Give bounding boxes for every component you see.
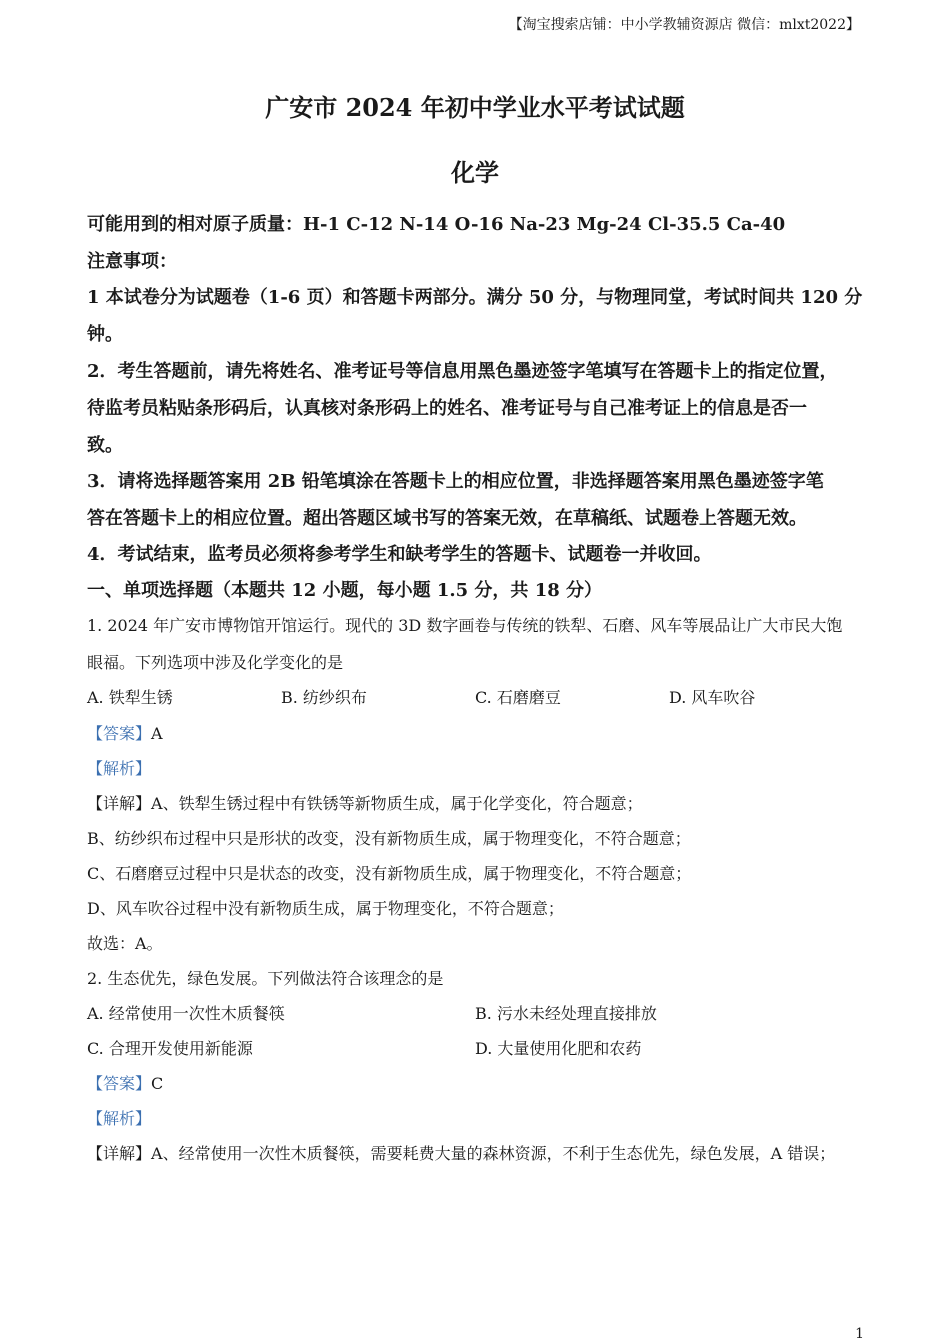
q2-stem: 2. 生态优先，绿色发展。下列做法符合该理念的是 bbox=[87, 969, 444, 988]
answer-tag: 【答案】 bbox=[87, 1074, 152, 1093]
page-header: 【淘宝搜索店铺：中小学教辅资源店 微信：mlxt2022】 bbox=[508, 17, 860, 33]
section-heading: 一、单项选择题（本题共 12 小题，每小题 1.5 分，共 18 分） bbox=[87, 580, 603, 601]
document-title: 广安市 2024 年初中学业水平考试试题 bbox=[265, 93, 685, 122]
q2-option-a: A. 经常使用一次性木质餐筷 bbox=[87, 1004, 285, 1023]
detail-tag: 【详解】 bbox=[87, 794, 152, 813]
notice-heading: 注意事项： bbox=[87, 251, 177, 272]
q2-detail-line bbox=[87, 1141, 835, 1164]
detail-tag: 【详解】 bbox=[87, 1144, 152, 1163]
answer-value: C bbox=[151, 1074, 164, 1093]
q2-option-c: C. 合理开发使用新能源 bbox=[87, 1039, 253, 1058]
q1-option-c: C. 石磨磨豆 bbox=[475, 688, 561, 707]
q1-stem-line: 眼福。下列选项中涉及化学变化的是 bbox=[87, 653, 344, 672]
q1-stem-line: 1. 2024 年广安市博物馆开馆运行。现代的 3D 数字画卷与传统的铁犁、石磨、风车等展品让广大市民大饱 bbox=[87, 616, 843, 635]
answer-tag: 【答案】 bbox=[87, 724, 152, 743]
notice-line: 4．考试结束，监考员必须将参考学生和缺考学生的答题卡、试题卷一并收回。 bbox=[87, 544, 712, 565]
notice-line: 致。 bbox=[87, 435, 123, 456]
notice-line: 待监考员粘贴条形码后，认真核对条形码上的姓名、准考证号与自己准考证上的信息是否一 bbox=[87, 398, 807, 419]
q1-answer bbox=[87, 721, 163, 744]
q1-detail-line: B、纺纱织布过程中只是形状的改变，没有新物质生成，属于物理变化，不符合题意； bbox=[87, 829, 691, 848]
q1-detail-line: C、石磨磨豆过程中只是状态的改变，没有新物质生成，属于物理变化，不符合题意； bbox=[87, 864, 692, 883]
q2-answer bbox=[87, 1071, 163, 1094]
detail-text: A、铁犁生锈过程中有铁锈等新物质生成，属于化学变化，符合题意； bbox=[151, 794, 643, 813]
q1-analysis-tag: 【解析】 bbox=[87, 759, 152, 778]
atomic-masses: 可能用到的相对原子质量：H-1 C-12 N-14 O-16 Na-23 Mg-24 Cl-35.5 Ca-40 bbox=[87, 214, 786, 235]
notice-line: 2．考生答题前，请先将姓名、准考证号等信息用黑色墨迹签字笔填写在答题卡上的指定位置， bbox=[87, 361, 838, 382]
notice-line: 钟。 bbox=[87, 324, 123, 345]
q1-option-d: D. 风车吹谷 bbox=[669, 688, 756, 707]
notice-line: 1 本试卷分为试题卷（1-6 页）和答题卡两部分。满分 50 分，与物理同堂，考试时间共 120 分 bbox=[87, 287, 863, 308]
notice-line: 3．请将选择题答案用 2B 铅笔填涂在答题卡上的相应位置，非选择题答案用黑色墨迹签字笔 bbox=[87, 471, 824, 492]
notice-line: 答在答题卡上的相应位置。超出答题区域书写的答案无效，在草稿纸、试题卷上答题无效。 bbox=[87, 508, 807, 529]
q1-option-b: B. 纺纱织布 bbox=[281, 688, 367, 707]
q2-analysis-tag: 【解析】 bbox=[87, 1109, 152, 1128]
q1-detail-line: D、风车吹谷过程中没有新物质生成，属于物理变化，不符合题意； bbox=[87, 899, 564, 918]
q1-conclusion: 故选：A。 bbox=[87, 934, 163, 953]
page-number: 1 bbox=[855, 1326, 864, 1342]
q1-option-a: A. 铁犁生锈 bbox=[87, 688, 173, 707]
q2-option-b: B. 污水未经处理直接排放 bbox=[475, 1004, 657, 1023]
detail-text: A、经常使用一次性木质餐筷，需要耗费大量的森林资源，不利于生态优先，绿色发展，A 错误； bbox=[151, 1144, 836, 1163]
answer-value: A bbox=[151, 724, 163, 743]
q2-option-d: D. 大量使用化肥和农药 bbox=[475, 1039, 642, 1058]
subject-title: 化学 bbox=[451, 158, 499, 187]
q1-detail-line bbox=[87, 791, 643, 814]
